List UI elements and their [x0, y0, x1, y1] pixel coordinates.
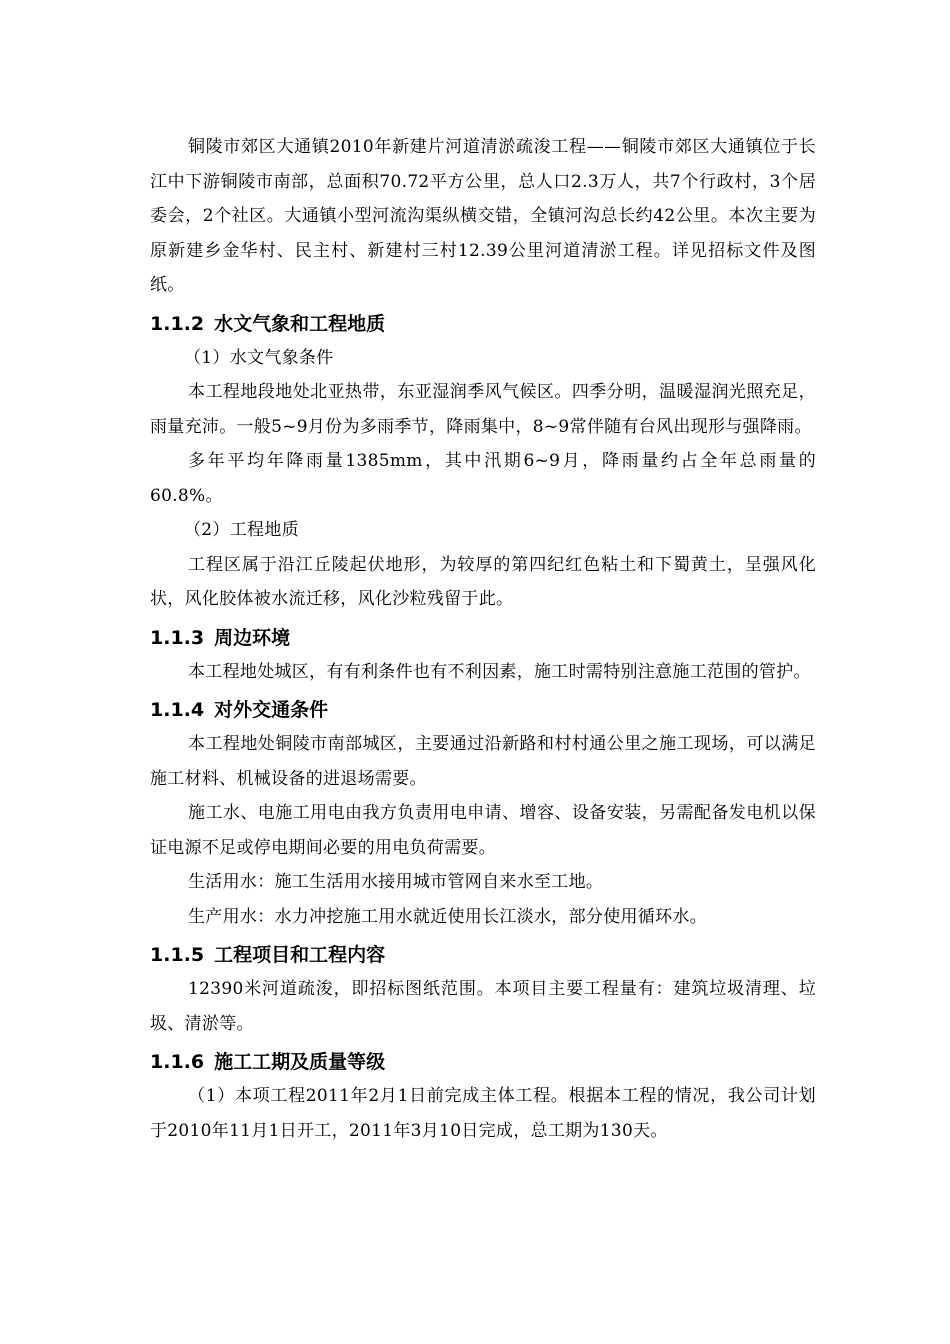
section-title: 施工工期及质量等级 [214, 1051, 386, 1073]
paragraph-production-water: 生产用水：水力冲挖施工用水就近使用长江淡水，部分使用循环水。 [188, 906, 707, 927]
section-title: 水文气象和工程地质 [214, 312, 386, 335]
paragraph-rainfall: 多年平均年降雨量1385mm，其中汛期6~9月，降雨量约占全年总雨量的60.8%。 [150, 451, 816, 506]
section-title: 周边环境 [214, 626, 291, 649]
section-title: 对外交通条件 [214, 699, 329, 721]
paragraph-surroundings: 本工程地处城区，有有利条件也有不利因素，施工时需特别注意施工范围的管护。 [188, 661, 811, 682]
section-heading-1-1-3 [150, 621, 816, 655]
section-heading-1-1-4 [150, 693, 816, 727]
paragraph-domestic-water: 生活用水：施工生活用水接用城市管网自来水至工地。 [188, 872, 604, 892]
section-number: 1.1.6 [150, 1051, 205, 1073]
subheading-hydrology: （1）水文气象条件 [184, 347, 334, 368]
section-heading-1-1-6 [150, 1045, 816, 1079]
paragraph-climate: 本工程地段地处北亚热带，东亚湿润季风气候区。四季分明，温暖湿润光照充足，雨量充沛。一般5~9月份为多雨季节，降雨集中，8~9常伴随有台风出现形与强降雨。 [150, 382, 816, 437]
paragraph-schedule: （1）本项工程2011年2月1日前完成主体工程。根据本工程的情况，我公司计划于2010年11月1日开工，2011年3月10日完成，总工期为130天。 [150, 1086, 816, 1141]
paragraph-power: 施工水、电施工用电由我方负责用电申请、增容、设备安装，另需配备发电机以保证电源不足或停电期间必要的用电负荷需要。 [150, 803, 816, 858]
section-number: 1.1.3 [150, 626, 205, 649]
section-number: 1.1.4 [150, 699, 205, 721]
section-number: 1.1.2 [150, 312, 205, 335]
section-title: 工程项目和工程内容 [214, 944, 386, 966]
paragraph-project-content: 12390米河道疏浚，即招标图纸范围。本项目主要工程量有：建筑垃圾清理、垃圾、清淤等。 [150, 979, 816, 1034]
section-heading-1-1-5 [150, 938, 816, 972]
subheading-geology: （2）工程地质 [184, 520, 299, 540]
paragraph-geology: 工程区属于沿江丘陵起伏地形，为较厚的第四纪红色粘土和下蜀黄土，呈强风化状，风化胶体被水流迁移，风化沙粒残留于此。 [150, 554, 816, 609]
section-number: 1.1.5 [150, 944, 205, 966]
document-page [150, 130, 816, 1148]
intro-paragraph: 铜陵市郊区大通镇2010年新建片河道清淤疏浚工程——铜陵市郊区大通镇位于长江中下游铜陵市南部，总面积70.72平方公里，总人口2.3万人，共7个行政村，3个居委会，2个社区。大通镇小型河流沟渠纵横交错，全镇河沟总长约42公里。本次主要为原新建乡金华村、民主村、新建村三村12.39公里河道清淤工程。详见招标文件及图纸。 [150, 137, 816, 295]
paragraph-traffic: 本工程地处铜陵市南部城区，主要通过沿新路和村村通公里之施工现场，可以满足施工材料、机械设备的进退场需要。 [150, 734, 816, 789]
section-heading-1-1-2 [150, 307, 816, 341]
